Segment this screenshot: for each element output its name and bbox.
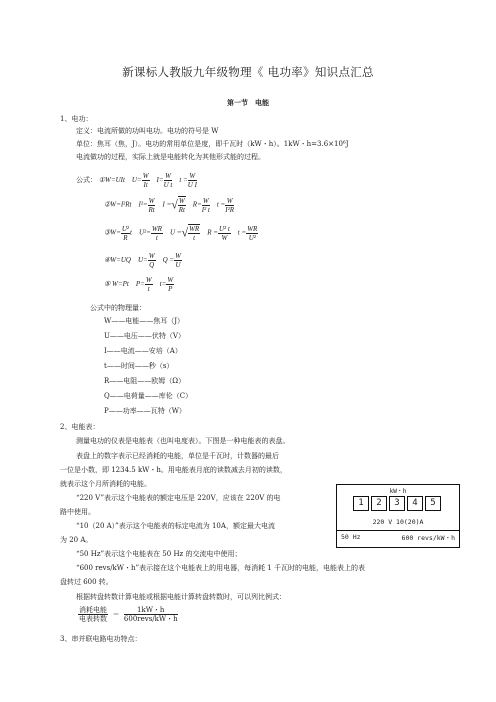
meter-p2c: 就表示这个月所消耗的电能。 <box>60 480 151 488</box>
meter-p6a: “600 revs/kW・h”表示接在这个电能表上的用电器，每消耗 1 千瓦时的电能，电能表上的表 <box>76 564 365 572</box>
meter-counter <box>353 496 443 511</box>
formula-row-5: ⑤ W=Pt P= $\frac{W}{t}$ t= $\frac{W}{P}$ <box>104 276 174 293</box>
meter-p7: 根据转盘转数计算电能或根据电能计算转盘转数时，可以列比例式： <box>76 593 286 601</box>
formula-w-uq: ④W=UQ <box>104 256 131 265</box>
electric-work-heading: 1、电功： <box>60 115 93 123</box>
meter-unit-label: kW・h <box>389 488 407 495</box>
ratio-right-top: 1kW・h <box>124 606 178 615</box>
meter-digit-decimal: 5 <box>425 496 441 511</box>
process-text: 电流做功的过程，实际上就是电能转化为其他形式能的过程。 <box>76 153 265 161</box>
meter-divider <box>337 530 459 531</box>
unit-text: 单位：焦耳（焦，J）。电功的常用单位是度，即千瓦时（kW・h）。1kW・h=3.6×10⁶J <box>76 140 349 148</box>
meter-p2b: 一位是小数，即 1234.5 kW・h。用电能表月底的读数减去月初的读数， <box>60 466 287 474</box>
meter-digit: 4 <box>407 496 423 511</box>
definition-text: 定义：电流所做的功叫电功。电功的符号是 W <box>76 127 219 135</box>
meter-digit: 1 <box>353 496 369 511</box>
meter-digit: 3 <box>389 496 405 511</box>
quantity-item: W——电能——焦耳（J） <box>104 317 185 325</box>
meter-p2a: 表盘上的数字表示已经消耗的电能，单位是千瓦时，计数器的最后 <box>76 452 279 460</box>
meter-p5: “50 Hz”表示这个电能表在 50 Hz 的交流电中使用； <box>76 550 242 558</box>
formula-row-2: ②W=I²Rt I²= $\frac{W}{Rt}$ I =√ $\frac{W}{Rt}$ R= $\frac{W}{\text{I² t}}$ t = $\frac{W}{\text{I²R}}$ <box>104 196 234 214</box>
meter-frequency: 50 Hz <box>341 533 361 541</box>
meter-p1: 测量电功的仪表是电能表（也叫电度表）。下图是一种电能表的表盘。 <box>76 437 290 445</box>
meter-p4b: 为 20 A。 <box>60 536 93 544</box>
meter-rating: 220 V 10(20)A <box>372 518 424 526</box>
meter-revolutions: 600 revs/kW・h <box>401 534 455 542</box>
document-title: 新课标人教版九年级物理《 电功率》知识点汇总 <box>122 65 374 79</box>
quantity-item: t——时间——秒（s） <box>104 362 174 370</box>
meter-heading: 2、电能表： <box>60 423 100 431</box>
quantity-item: R——电阻——欧姆（Ω） <box>104 377 186 385</box>
quantity-item: I——电流——安培（A） <box>104 347 182 355</box>
meter-p4a: “10（20 A）”表示这个电能表的标定电流为 10A，额定最大电流 <box>76 522 275 530</box>
formula-w-uit: ①W=UIt <box>98 176 125 185</box>
series-parallel-heading: 3、串并联电路电功特点： <box>60 635 142 643</box>
formula-w-i2rt: ②W=I²Rt <box>104 200 132 209</box>
section-heading: 第一节 电能 <box>227 98 269 107</box>
ratio-formula: $\frac{\text{消耗电能}}{\text{电表转数}}$ ＝ $\frac{1kW・h}{\text{600revs/kW・h}}$ <box>79 606 178 623</box>
formula-row-4: ④W=UQ U= $\frac{W}{Q}$ Q = $\frac{W}{U}$ <box>104 252 181 269</box>
quantity-item: Q——电荷量——库伦（C） <box>104 392 193 400</box>
quantity-item: U——电压——伏特（V） <box>104 332 185 340</box>
formula-row-1: 公式： ①W=UIt U= $\frac{W}{It}$ I= $\frac{W}{\text{U t}}$ t = $\frac{W}{\text{U I}}$ <box>76 172 197 189</box>
meter-digit: 2 <box>371 496 387 511</box>
quantities-heading: 公式中的物理量： <box>90 304 146 312</box>
quantity-item: P——功率——瓦特（W） <box>104 407 186 415</box>
formula-label: 公式： <box>76 176 97 185</box>
electricity-meter-dial <box>336 484 460 548</box>
meter-p3a: “220 V”表示这个电能表的额定电压是 220V，应该在 220V 的电 <box>76 494 281 502</box>
ratio-left-top: 消耗电能 <box>79 606 107 614</box>
formula-row-3: ③W= $\frac{\text{U²}}{R}$ t U²= $\frac{WR}{t}$ U =√ $\frac{WR}{t}$ R = $\frac{\text{U² t}}{W}$ t = $\frac{WR}{\text{U²}}$ <box>104 224 258 242</box>
meter-p6b: 盘转过 600 转。 <box>60 578 113 586</box>
formula-w-u2r: ③W= <box>104 228 121 237</box>
formula-w-pt: ⑤ W=Pt <box>104 280 129 289</box>
ratio-left-bottom: 电表转数 <box>79 615 107 623</box>
meter-p3b: 路中使用。 <box>60 508 95 516</box>
ratio-right-bottom: 600revs/kW・h <box>123 615 178 623</box>
